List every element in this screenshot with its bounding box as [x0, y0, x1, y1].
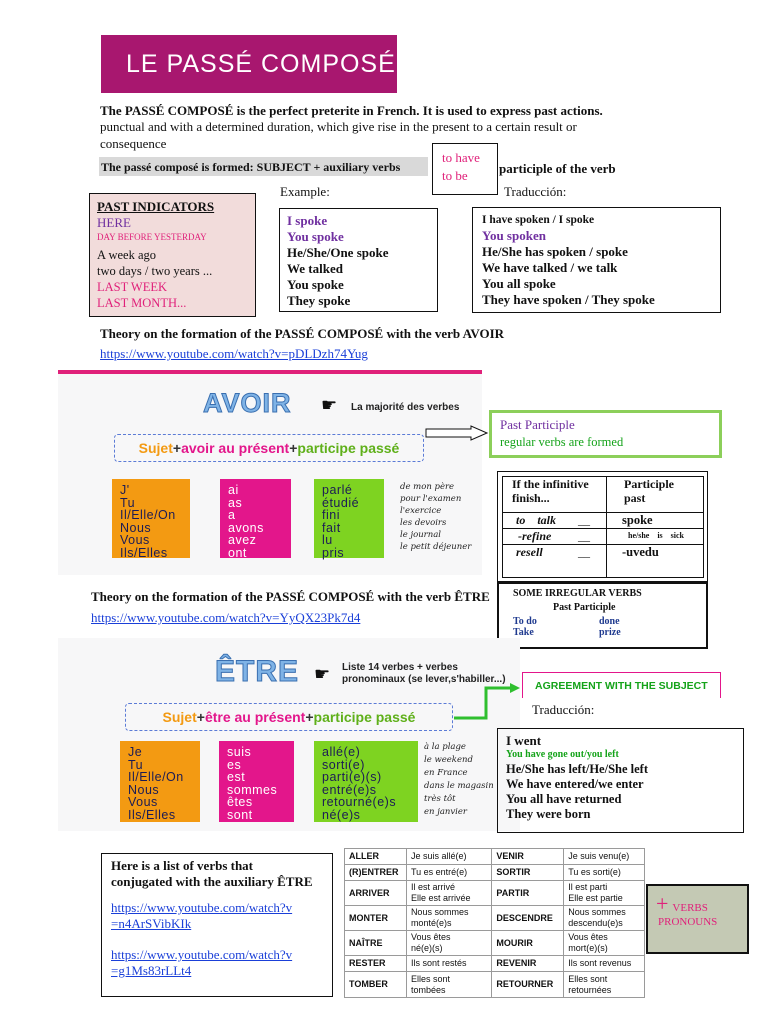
subject-pronoun: Il/Elle/On [120, 508, 176, 522]
list-video-link-2-cont[interactable]: =g1Ms83rLLt4 [111, 963, 192, 978]
etre-verb-table [344, 848, 645, 998]
etre-notes [424, 741, 494, 819]
table-row [345, 931, 645, 956]
note-line: très tôt [424, 794, 456, 804]
column-divider [606, 476, 607, 578]
subject-pronoun: Je [128, 745, 143, 759]
table-row [345, 906, 645, 931]
translation-line: I have spoken / I spoke [482, 214, 595, 226]
participle: sorti(e) [322, 757, 365, 772]
aux-form: êtes [227, 795, 253, 809]
intro-line-2: punctual and with a determined duration, which give rise in the present to a certain result or [100, 119, 577, 134]
conjugation-cell: Nous sommes monté(e)s [406, 906, 491, 931]
conjugation-cell: Ils sont revenus [564, 956, 645, 972]
formula-text: The passé composé is formed: SUBJECT + auxiliary verbs [101, 160, 401, 174]
participle: fait [322, 520, 341, 535]
note-line: les devoirs [400, 518, 447, 528]
table-cell: resell [516, 545, 543, 559]
example-label: Example: [280, 184, 330, 199]
irregular-participle: done [599, 616, 620, 627]
avoir-forms-card [220, 479, 291, 558]
table-row [345, 849, 645, 865]
went-line: You have gone out/you left [506, 749, 619, 760]
list-video-link-1-cont[interactable]: =n4ArSVibKIk [111, 916, 192, 931]
verb-cell: (R)ENTRER [345, 865, 407, 881]
note-line: en France [424, 768, 468, 778]
participle: parlé [322, 483, 353, 497]
page-title-banner [101, 35, 397, 93]
aux-form: as [228, 495, 243, 510]
participle: lu [322, 533, 333, 547]
aux-to-be: to be [442, 168, 468, 183]
participle-table [497, 471, 708, 582]
verb-cell: RESTER [345, 956, 407, 972]
translation-line: You all spoke [482, 276, 556, 291]
subject-pronoun: Ils/Elles [120, 545, 168, 560]
example-box [279, 208, 438, 312]
verb-cell: DESCENDRE [492, 906, 564, 931]
verb-cell: PARTIR [492, 881, 564, 906]
aux-form: avez [228, 533, 257, 547]
indicator-item: DAY BEFORE YESTERDAY [97, 232, 207, 242]
table-row [345, 956, 645, 972]
indicator-item: HERE [97, 215, 131, 230]
aux-form: suis [227, 745, 252, 759]
irregular-subtitle: Past Participle [553, 602, 616, 613]
note-line: dans le magasin [424, 781, 494, 791]
indicator-item: LAST MONTH... [97, 296, 187, 310]
note-line: en janvier [424, 807, 467, 817]
aux-form: es [227, 757, 242, 772]
aux-form: sommes [227, 782, 278, 797]
etre-word: ÊTRE [215, 655, 300, 688]
indicator-item: two days / two years ... [97, 264, 213, 278]
table-row [345, 881, 645, 906]
avoir-tag: La majorité des verbes [351, 402, 460, 413]
verb-cell: REVENIR [492, 956, 564, 972]
list-text: Here is a list of verbs that [111, 858, 254, 873]
irregular-verbs-box [497, 582, 708, 649]
formula-plus: + [196, 709, 205, 725]
conjugation-cell: Il est parti Elle est partie [564, 881, 645, 906]
aux-form: avons [228, 520, 264, 535]
table-head-participle: Participle past [624, 477, 674, 505]
participle: parti(e)(s) [322, 770, 382, 784]
past-indicators-box [89, 193, 256, 317]
subject-pronoun: Il/Elle/On [128, 770, 184, 784]
avoir-subjects-card [112, 479, 190, 558]
formula-participle: participle of the verb [499, 161, 616, 176]
subject-pronoun: Nous [120, 520, 152, 535]
formula-subject: Sujet [138, 440, 173, 456]
irregular-row [513, 627, 692, 638]
table-cell: -refine [518, 529, 552, 543]
subject-pronoun: Vous [128, 795, 158, 809]
etre-video-link[interactable]: https://www.youtube.com/watch?v=YyQX23Pk7d4 [91, 610, 361, 625]
aux-form: a [228, 508, 236, 522]
page-title: LE PASSÉ COMPOSÉ [126, 49, 396, 78]
verb-cell: ARRIVER [345, 881, 407, 906]
went-line: He/She has left/He/She left [506, 762, 648, 776]
conjugation-cell: Vous êtes mort(e)(s) [564, 931, 645, 956]
went-box [497, 728, 744, 833]
past-participle-title: Past Participle [500, 417, 575, 432]
participle: retourné(e)s [322, 795, 397, 809]
list-video-link-2[interactable]: https://www.youtube.com/watch?v [111, 947, 293, 962]
intro-line-1: The PASSÉ COMPOSÉ is the perfect preterite in French. It is used to express past actions. [100, 103, 603, 118]
translation-line: He/She has spoken / spoke [482, 244, 628, 259]
irregular-participle: prize [599, 627, 621, 638]
subject-pronoun: Ils/Elles [128, 807, 176, 822]
note-line: le weekend [424, 755, 473, 765]
note-line: à la plage [424, 742, 466, 752]
etre-forms-card [219, 741, 294, 822]
etre-subjects-card [120, 741, 200, 822]
irregular-title: SOME IRREGULAR VERBS [513, 588, 642, 599]
note-line: le journal [400, 530, 442, 540]
etre-formula [125, 703, 453, 731]
arrow-icon [425, 425, 489, 441]
list-video-link-1[interactable]: https://www.youtube.com/watch?v [111, 900, 293, 915]
formula-aux: avoir au présent [181, 440, 290, 456]
table-cell: __ [578, 529, 590, 543]
verb-cell: VENIR [492, 849, 564, 865]
irregular-row [513, 616, 692, 627]
aux-form: ont [228, 545, 247, 560]
conjugation-cell: Nous sommes descendu(e)s [564, 906, 645, 931]
example-line: They spoke [287, 293, 351, 308]
irregular-infinitive: Take [513, 627, 534, 638]
table-cell: he/she is sick [628, 531, 685, 540]
translation-line: You spoken [482, 228, 546, 243]
pronouns-line-1: VERBS [672, 902, 708, 914]
plus-icon: + [656, 891, 669, 916]
example-line: We talked [287, 261, 343, 276]
etre-tag-line: pronominaux (se lever,s'habiller...) [342, 674, 506, 685]
example-line: You spoke [287, 229, 344, 244]
conjugation-cell: Je suis allé(e) [406, 849, 491, 865]
pronominal-verbs-box [646, 884, 749, 954]
table-row [345, 865, 645, 881]
pointing-hand-icon: ☛ [321, 395, 338, 415]
example-line: You spoke [287, 277, 344, 292]
subject-pronoun: Nous [128, 782, 160, 797]
etre-participles-card [314, 741, 418, 822]
conjugation-cell: Elles sont retournées [564, 972, 645, 998]
note-line: le petit déjeuner [400, 542, 472, 552]
formula-plus: + [289, 440, 298, 456]
formula-plus: + [172, 440, 182, 456]
past-participle-box [489, 410, 722, 458]
conjugation-cell: Vous êtes né(e)(s) [406, 931, 491, 956]
agreement-box [522, 672, 721, 698]
irregular-infinitive: To do [513, 616, 537, 627]
table-cell: -uvedu [622, 545, 659, 559]
conjugation-cell: Tu es sorti(e) [564, 865, 645, 881]
subject-pronoun: Tu [128, 757, 144, 772]
note-line: de mon père [400, 482, 455, 492]
pointing-hand-icon: ☛ [314, 664, 331, 684]
subject-pronoun: J' [120, 483, 130, 497]
translation-label: Traducción: [504, 184, 567, 199]
conjugation-cell: Tu es entré(e) [406, 865, 491, 881]
participle: allé(e) [322, 745, 361, 759]
participle: entré(e)s [322, 782, 377, 797]
aux-to-have: to have [442, 150, 480, 165]
pronouns-line-2: PRONOUNS [658, 916, 718, 928]
verb-cell: ALLER [345, 849, 407, 865]
avoir-formula [114, 434, 424, 462]
subject-pronoun: Tu [120, 495, 136, 510]
note-line: pour l'examen [400, 494, 462, 504]
etre-theory-text: Theory on the formation of the PASSÉ COMPOSÉ with the verb ÊTRE [91, 589, 490, 604]
agreement-text: AGREEMENT WITH THE SUBJECT [535, 680, 708, 692]
avoir-participles-card [314, 479, 384, 558]
participle: né(e)s [322, 807, 361, 822]
went-line: I went [506, 733, 542, 748]
verb-cell: MONTER [345, 906, 407, 931]
verb-cell: SORTIR [492, 865, 564, 881]
went-line: We have entered/we enter [506, 777, 644, 791]
aux-form: est [227, 770, 246, 784]
translation-box [472, 207, 721, 313]
conjugation-cell: Ils sont restés [406, 956, 491, 972]
example-line: He/She/One spoke [287, 245, 389, 260]
table-row [345, 972, 645, 998]
note-line: l'exercice [400, 506, 442, 516]
table-cell: spoke [622, 513, 653, 527]
went-line: They were born [506, 807, 591, 821]
verb-cell: TOMBER [345, 972, 407, 998]
list-text: conjugated with the auxiliary ÊTRE [111, 874, 313, 889]
avoir-video-link[interactable]: https://www.youtube.com/watch?v=pDLDzh74Yug [100, 346, 368, 361]
formula-plus: + [305, 709, 314, 725]
avoir-notes [400, 481, 471, 553]
table-head-infinitive: If the infinitive finish... [512, 477, 589, 505]
aux-form: ai [228, 483, 239, 497]
etre-list-box [101, 853, 333, 997]
indicator-item: LAST WEEK [97, 280, 168, 294]
participle: étudié [322, 495, 360, 510]
indicator-item: A week ago [97, 248, 157, 262]
indicators-heading: PAST INDICATORS [97, 199, 215, 214]
conjugation-cell: Il est arrivé Elle est arrivée [406, 881, 491, 906]
translation-line: We have talked / we talk [482, 260, 618, 275]
etre-tag-line: Liste 14 verbes + verbes [342, 662, 458, 673]
went-line: You all have returned [506, 792, 622, 806]
avoir-word: AVOIR [203, 388, 292, 418]
verb-cell: MOURIR [492, 931, 564, 956]
example-line: I spoke [287, 213, 328, 228]
avoir-theory-text: Theory on the formation of the PASSÉ COMPOSÉ with the verb AVOIR [100, 326, 505, 341]
participle: pris [322, 545, 345, 560]
conjugation-cell: Je suis venu(e) [564, 849, 645, 865]
verb-cell: NAÎTRE [345, 931, 407, 956]
translation2-label: Traducción: [532, 702, 595, 717]
verb-cell: RETOURNER [492, 972, 564, 998]
table-cell: __ [578, 513, 590, 527]
conjugation-cell: Elles sont tombées [406, 972, 491, 998]
past-participle-subtitle: regular verbs are formed [500, 435, 624, 449]
participle: fini [322, 508, 340, 522]
table-cell: __ [578, 545, 590, 559]
intro-line-3: consequence [100, 136, 167, 151]
formula-participle: participe passé [297, 440, 400, 456]
formula-subject: Sujet [162, 709, 197, 725]
formula-participle: participe passé [313, 709, 416, 725]
aux-form: sont [227, 807, 253, 822]
table-cell: to talk [516, 513, 557, 527]
connector-arrow-icon [452, 682, 522, 722]
subject-pronoun: Vous [120, 533, 150, 547]
formula-aux: être au présent [204, 709, 306, 725]
translation-line: They have spoken / They spoke [482, 292, 655, 307]
